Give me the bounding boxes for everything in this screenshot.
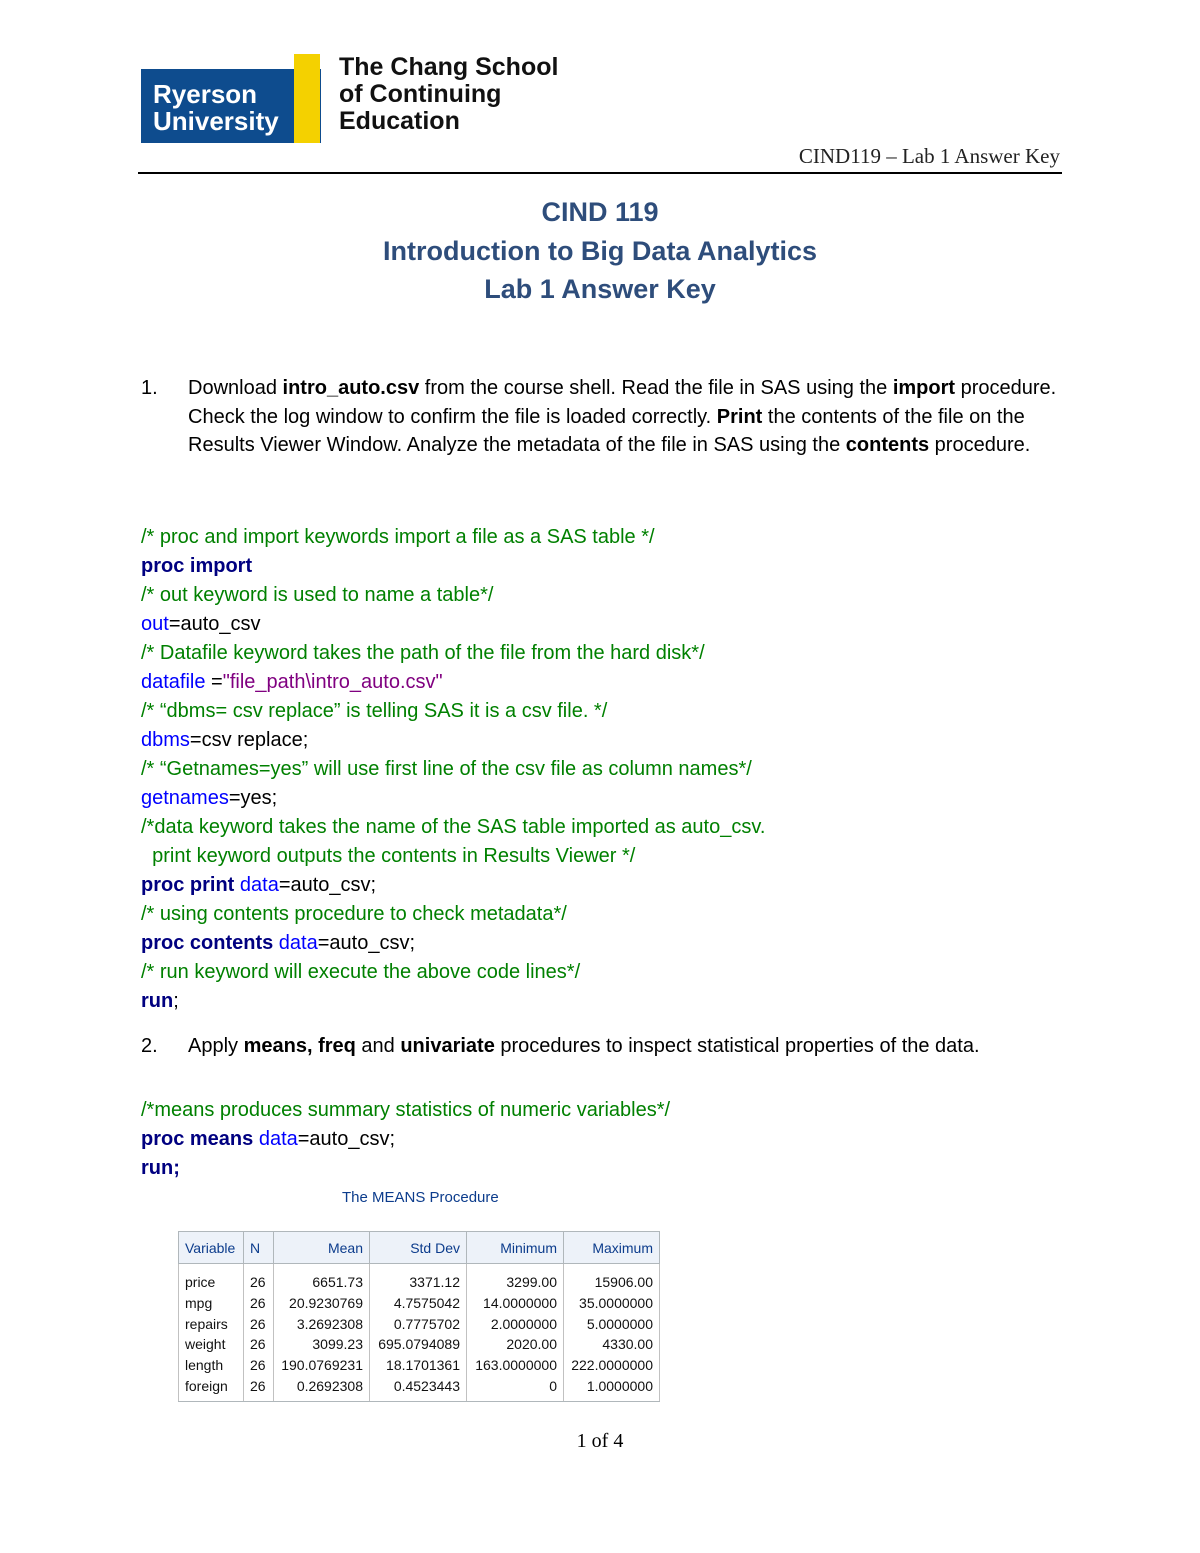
table-cell: 26: [244, 1334, 274, 1355]
code-option: data: [234, 874, 279, 896]
code-line: [141, 1096, 670, 1125]
code-option: dbms: [141, 729, 190, 751]
code-comment: /* proc and import keywords import a file as a SAS table */: [141, 526, 655, 548]
table-row: [179, 1334, 660, 1355]
table-cell: 3371.12: [370, 1264, 467, 1293]
column-header: Minimum: [467, 1232, 564, 1264]
table-cell: 26: [244, 1375, 274, 1401]
code-option: data: [273, 932, 318, 954]
code-line: [141, 523, 765, 552]
table-cell: 2020.00: [467, 1334, 564, 1355]
table-cell: 2.0000000: [467, 1313, 564, 1334]
running-header: CIND119 – Lab 1 Answer Key: [798, 144, 1060, 168]
table-cell: 35.0000000: [564, 1293, 660, 1314]
code-block-means: [141, 1096, 670, 1183]
table-cell: 0.4523443: [370, 1375, 467, 1401]
code-comment: /* Datafile keyword takes the path of the file from the hard disk*/: [141, 642, 705, 664]
code-line: [141, 842, 765, 871]
column-header: Variable: [179, 1232, 244, 1264]
table-cell: foreign: [179, 1375, 244, 1401]
code-text: =yes;: [228, 787, 278, 809]
column-header: Mean: [274, 1232, 370, 1264]
code-line: [141, 639, 765, 668]
bold-term: means, freq: [243, 1035, 356, 1057]
code-line: [141, 987, 765, 1016]
table-cell: repairs: [179, 1313, 244, 1334]
table-cell: 222.0000000: [564, 1355, 660, 1376]
bold-term: univariate: [400, 1035, 495, 1057]
code-text: =auto_csv: [168, 613, 261, 635]
table-cell: 190.0769231: [274, 1355, 370, 1376]
code-text: =csv replace;: [189, 729, 309, 751]
course-name-title: Introduction to Big Data Analytics: [382, 236, 818, 266]
table-cell: 5.0000000: [564, 1313, 660, 1334]
question-1: [141, 374, 1061, 460]
course-code-title: CIND 119: [541, 197, 659, 227]
code-line: [141, 726, 765, 755]
lab-title: Lab 1 Answer Key: [484, 274, 716, 304]
text-run: procedure.: [929, 434, 1031, 456]
code-line: [141, 871, 765, 900]
code-block-import: [141, 523, 765, 1016]
logo-gold-bar: [294, 54, 320, 143]
code-comment: /* run keyword will execute the above code lines*/: [141, 961, 581, 983]
code-line: [141, 813, 765, 842]
text-run: procedures to inspect statistical properties of the data.: [494, 1035, 980, 1057]
code-comment: print keyword outputs the contents in Results Viewer */: [141, 845, 636, 867]
code-keyword: proc contents: [141, 932, 274, 954]
code-option: getnames: [141, 787, 229, 809]
table-cell: 6651.73: [274, 1264, 370, 1293]
code-comment: /*means produces summary statistics of numeric variables*/: [141, 1099, 671, 1121]
table-row: [179, 1355, 660, 1376]
table-row: [179, 1264, 660, 1293]
table-cell: 26: [244, 1313, 274, 1334]
table-cell: mpg: [179, 1293, 244, 1314]
code-text: =auto_csv;: [297, 1128, 396, 1150]
question-number: 1.: [141, 377, 158, 399]
logo-line: Ryerson: [153, 79, 258, 109]
code-comment: /*data keyword takes the name of the SAS table imported as auto_csv.: [141, 816, 766, 838]
table-header-row: [179, 1232, 660, 1264]
bold-term: Print: [716, 405, 763, 428]
bold-term: intro_auto.csv: [282, 377, 420, 399]
table-cell: 4.7575042: [370, 1293, 467, 1314]
table-cell: 26: [244, 1355, 274, 1376]
table-cell: 0.7775702: [370, 1313, 467, 1334]
code-line: [141, 697, 765, 726]
table-cell: price: [179, 1264, 244, 1293]
text-run: from the course shell. Read the file in SAS using the: [419, 377, 893, 399]
institution-logo: [141, 54, 561, 146]
code-line: [141, 668, 765, 697]
code-line: [141, 958, 765, 987]
code-line: [141, 552, 765, 581]
text-run: Download: [188, 377, 283, 399]
table-cell: 26: [244, 1293, 274, 1314]
text-run: procedure. Check the log window to confirm the file is loaded correctly.: [188, 377, 1057, 428]
code-string: "file_path\intro_auto.csv": [222, 671, 443, 693]
bold-term: contents: [845, 434, 930, 456]
text-run: Apply: [188, 1035, 244, 1057]
logo-line: The Chang School: [339, 53, 559, 81]
code-line: [141, 929, 765, 958]
means-output-table: [178, 1231, 660, 1402]
means-procedure-title: The MEANS Procedure: [342, 1189, 499, 1206]
table-row: [179, 1293, 660, 1314]
table-cell: 4330.00: [564, 1334, 660, 1355]
table-cell: 163.0000000: [467, 1355, 564, 1376]
code-keyword: proc means: [141, 1128, 254, 1150]
page-number: 1 of 4: [576, 1430, 624, 1452]
logo-line: Education: [339, 107, 460, 135]
column-header: Maximum: [564, 1232, 660, 1264]
table-cell: 14.0000000: [467, 1293, 564, 1314]
table-cell: 26: [244, 1264, 274, 1293]
table-cell: 1.0000000: [564, 1375, 660, 1401]
code-line: [141, 784, 765, 813]
code-text: ;: [173, 990, 179, 1012]
table-cell: 695.0794089: [370, 1334, 467, 1355]
text-run: and: [355, 1035, 401, 1057]
code-line: [141, 900, 765, 929]
code-comment: /* out keyword is used to name a table*/: [141, 584, 494, 606]
code-line: [141, 1125, 670, 1154]
code-keyword: proc import: [141, 555, 253, 577]
code-keyword: proc print: [141, 874, 235, 896]
header-rule: [138, 172, 1062, 174]
code-text: =auto_csv;: [317, 932, 416, 954]
question-text: [188, 374, 1061, 460]
text-run: the contents of the file on the Results Viewer Window. Analyze the metadata of the file in SAS using the: [188, 405, 1025, 456]
code-text: =auto_csv;: [278, 874, 377, 896]
code-keyword: run: [141, 990, 174, 1012]
code-option: out: [141, 613, 169, 635]
logo-line: of Continuing: [339, 80, 502, 108]
table-cell: 3099.23: [274, 1334, 370, 1355]
code-comment: /* “dbms= csv replace” is telling SAS it is a csv file. */: [141, 700, 608, 722]
code-comment: /* “Getnames=yes” will use first line of the csv file as column names*/: [141, 758, 752, 780]
table-cell: 18.1701361: [370, 1355, 467, 1376]
logo-wordmark: [339, 54, 558, 135]
bold-term: import: [892, 377, 956, 399]
code-text: =: [205, 671, 223, 693]
code-option: data: [253, 1128, 298, 1150]
table-cell: 20.9230769: [274, 1293, 370, 1314]
code-line: [141, 610, 765, 639]
table-cell: length: [179, 1355, 244, 1376]
column-header: N: [244, 1232, 274, 1264]
logo-line: University: [153, 106, 279, 136]
code-line: [141, 581, 765, 610]
table-row: [179, 1313, 660, 1334]
table-cell: weight: [179, 1334, 244, 1355]
code-line: [141, 1154, 670, 1183]
code-comment: /* using contents procedure to check metadata*/: [141, 903, 567, 925]
table-cell: 0.2692308: [274, 1375, 370, 1401]
column-header: Std Dev: [370, 1232, 467, 1264]
question-text: [188, 1032, 1061, 1061]
code-option: datafile: [141, 671, 206, 693]
code-line: [141, 755, 765, 784]
table-cell: 15906.00: [564, 1264, 660, 1293]
code-keyword: run;: [141, 1157, 180, 1179]
table-row: [179, 1375, 660, 1401]
table-cell: 3299.00: [467, 1264, 564, 1293]
question-number: 2.: [141, 1035, 158, 1057]
table-cell: 0: [467, 1375, 564, 1401]
question-2: [141, 1032, 1061, 1061]
table-cell: 3.2692308: [274, 1313, 370, 1334]
